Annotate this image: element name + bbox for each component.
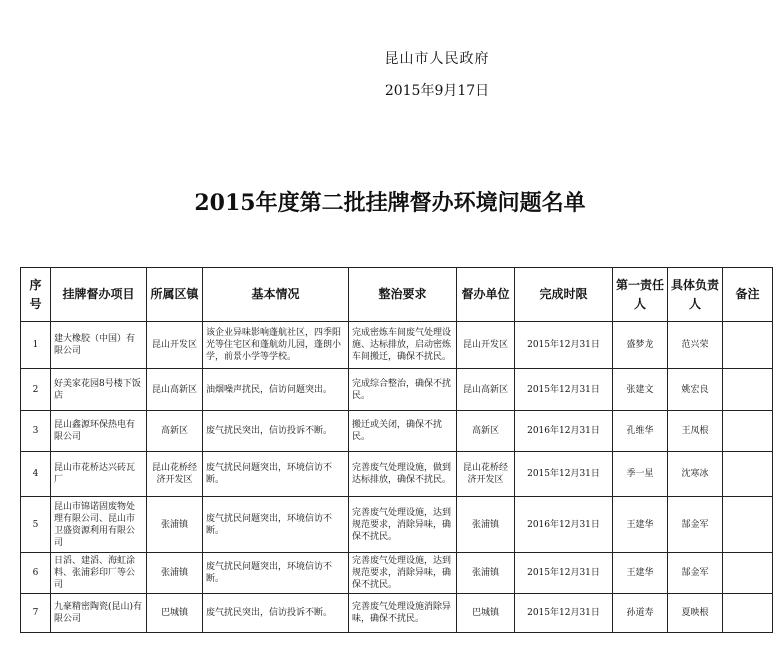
cell-deadline: 2015年12月31日 — [515, 553, 613, 594]
column-header-deadline: 完成时限 — [515, 268, 613, 322]
cell-requirement: 完成综合整治，确保不扰民。 — [349, 369, 457, 411]
cell-situation: 废气扰民突出，信访投诉不断。 — [203, 411, 349, 452]
cell-number: 1 — [21, 322, 51, 369]
cell-situation: 该企业异味影响蓬航社区，四季阳光等住宅区和蓬航幼儿园，蓬朗小学，前景小学等学校。 — [203, 322, 349, 369]
cell-person-in-charge: 郜金军 — [668, 497, 723, 553]
cell-number: 4 — [21, 452, 51, 497]
issue-date: 2015年9月17日 — [384, 83, 490, 99]
cell-first-responsible: 王建华 — [613, 553, 668, 594]
cell-requirement: 完善废气处理设施，达到规范要求，消除异味，确保不扰民。 — [349, 553, 457, 594]
cell-project: 好美家花园8号楼下饭店 — [51, 369, 147, 411]
cell-supervisor: 张浦镇 — [457, 497, 515, 553]
cell-person-in-charge: 沈寒冰 — [668, 452, 723, 497]
cell-requirement: 搬迁或关闭，确保不扰民。 — [349, 411, 457, 452]
issuer-name: 昆山市人民政府 — [384, 51, 490, 67]
table-row — [21, 322, 773, 369]
cell-area: 昆山花桥经济开发区 — [147, 452, 203, 497]
table-row — [21, 553, 773, 594]
cell-first-responsible: 王建华 — [613, 497, 668, 553]
cell-project: 建大橡胶（中国）有限公司 — [51, 322, 147, 369]
table-row — [21, 452, 773, 497]
cell-person-in-charge: 范兴荣 — [668, 322, 723, 369]
cell-supervisor: 昆山高新区 — [457, 369, 515, 411]
cell-first-responsible: 孔维华 — [613, 411, 668, 452]
cell-requirement: 完善废气处理设施消除异味，确保不扰民。 — [349, 594, 457, 633]
cell-supervisor: 巴城镇 — [457, 594, 515, 633]
cell-number: 3 — [21, 411, 51, 452]
column-header-first-responsible: 第一责任人 — [613, 268, 668, 322]
cell-situation: 废气扰民突出，信访投诉不断。 — [203, 594, 349, 633]
cell-number: 7 — [21, 594, 51, 633]
table-row — [21, 497, 773, 553]
cell-requirement: 完成密炼车间废气处理设施、达标排放，启动密炼车间搬迁，确保不扰民。 — [349, 322, 457, 369]
column-header-person-in-charge: 具体负责人 — [668, 268, 723, 322]
cell-area: 高新区 — [147, 411, 203, 452]
cell-deadline: 2016年12月31日 — [515, 497, 613, 553]
cell-note — [723, 497, 773, 553]
cell-number: 5 — [21, 497, 51, 553]
cell-person-in-charge: 王凤根 — [668, 411, 723, 452]
cell-person-in-charge: 夏映根 — [668, 594, 723, 633]
cell-first-responsible: 季一星 — [613, 452, 668, 497]
column-header-situation: 基本情况 — [203, 268, 349, 322]
cell-area: 昆山开发区 — [147, 322, 203, 369]
cell-project: 昆山市花桥达兴砖瓦厂 — [51, 452, 147, 497]
cell-deadline: 2015年12月31日 — [515, 322, 613, 369]
cell-note — [723, 322, 773, 369]
cell-deadline: 2015年12月31日 — [515, 452, 613, 497]
cell-note — [723, 452, 773, 497]
cell-supervisor: 昆山花桥经济开发区 — [457, 452, 515, 497]
cell-situation: 废气扰民问题突出，环境信访不断。 — [203, 497, 349, 553]
cell-first-responsible: 张建文 — [613, 369, 668, 411]
cell-project: 日滔、建滔、海虹涂料、张浦彩印厂等公司 — [51, 553, 147, 594]
cell-project: 昆山市锦诺固废物处理有限公司、昆山市卫盛资源利用有限公司 — [51, 497, 147, 553]
cell-situation: 油烟噪声扰民，信访问题突出。 — [203, 369, 349, 411]
cell-area: 昆山高新区 — [147, 369, 203, 411]
cell-person-in-charge: 姚宏良 — [668, 369, 723, 411]
table-row — [21, 411, 773, 452]
cell-supervisor: 昆山开发区 — [457, 322, 515, 369]
document-title: 2015年度第二批挂牌督办环境问题名单 — [194, 190, 586, 216]
table-header-row — [21, 268, 773, 322]
cell-number: 2 — [21, 369, 51, 411]
column-header-number: 序号 — [21, 268, 51, 322]
cell-project: 昆山鑫源环保热电有限公司 — [51, 411, 147, 452]
column-header-area: 所属区镇 — [147, 268, 203, 322]
cell-supervisor: 张浦镇 — [457, 553, 515, 594]
cell-deadline: 2015年12月31日 — [515, 369, 613, 411]
cell-requirement: 完善废气处理设施，达到规范要求，消除异味，确保不扰民。 — [349, 497, 457, 553]
table-row — [21, 594, 773, 633]
cell-supervisor: 高新区 — [457, 411, 515, 452]
cell-situation: 废气扰民问题突出，环境信访不断。 — [203, 452, 349, 497]
cell-project: 九豪精密陶瓷(昆山)有限公司 — [51, 594, 147, 633]
cell-area: 巴城镇 — [147, 594, 203, 633]
cell-person-in-charge: 郜金军 — [668, 553, 723, 594]
cell-first-responsible: 孙道寿 — [613, 594, 668, 633]
cell-note — [723, 369, 773, 411]
column-header-supervisor: 督办单位 — [457, 268, 515, 322]
cell-note — [723, 594, 773, 633]
cell-situation: 废气扰民问题突出，环境信访不断。 — [203, 553, 349, 594]
cell-deadline: 2016年12月31日 — [515, 411, 613, 452]
table-row — [21, 369, 773, 411]
cell-area: 张浦镇 — [147, 497, 203, 553]
problem-list-table — [20, 267, 773, 633]
column-header-project: 挂牌督办项目 — [51, 268, 147, 322]
cell-note — [723, 553, 773, 594]
column-header-requirement: 整治要求 — [349, 268, 457, 322]
cell-number: 6 — [21, 553, 51, 594]
column-header-note: 备注 — [723, 268, 773, 322]
cell-requirement: 完善废气处理设施，做到达标排放，确保不扰民。 — [349, 452, 457, 497]
cell-deadline: 2015年12月31日 — [515, 594, 613, 633]
cell-first-responsible: 盛梦龙 — [613, 322, 668, 369]
cell-note — [723, 411, 773, 452]
cell-area: 张浦镇 — [147, 553, 203, 594]
